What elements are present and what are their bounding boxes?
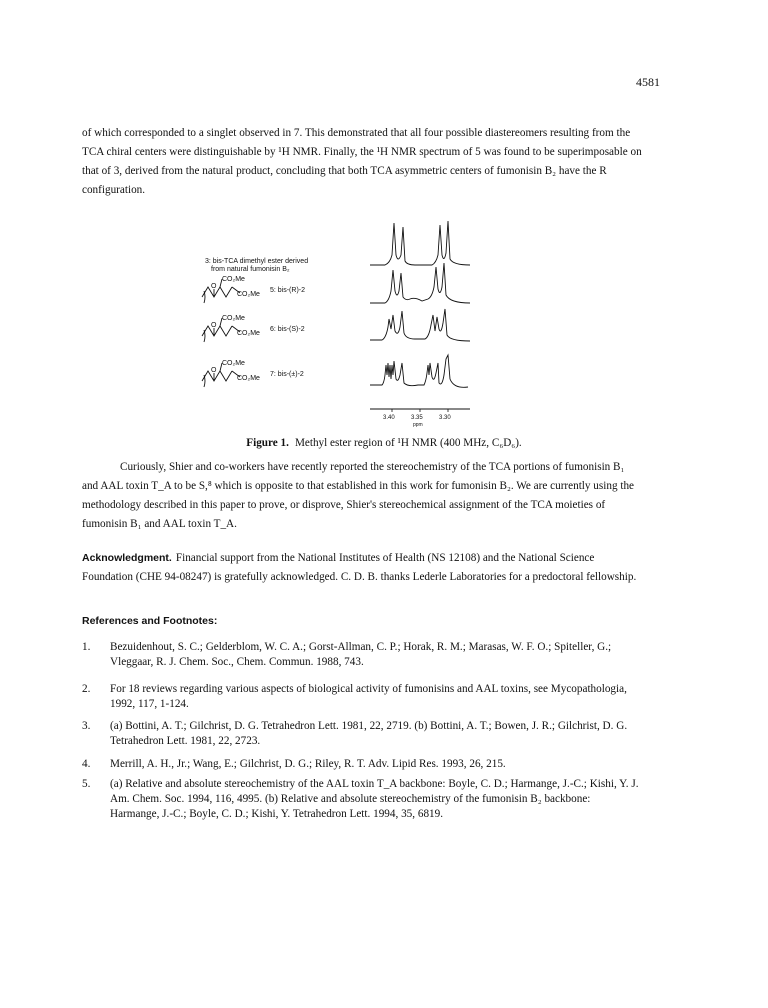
reference-text: For 18 reviews regarding various aspects of biological activity of fumonisins and AAL toxins, see Mycopathologia, 1992, 117, 1-124. — [110, 683, 627, 710]
structure-5-oxygen: O — [211, 283, 217, 290]
spectrum-6 — [370, 309, 470, 341]
structure-5-co2me-side: CO₂Me — [237, 291, 260, 298]
row1-label — [205, 258, 308, 274]
structure-drawings — [202, 279, 240, 387]
reference-text: (a) Bottini, A. T.; Gilchrist, D. G. Tetrahedron Lett. 1981, 22, 2719. (b) Bottini, A. T.; Bowen, J. R.; Gilchrist, D. G. Tetrahedron Lett. 1981, 22, 2723. — [110, 720, 628, 747]
figure-1 — [170, 215, 540, 430]
references-heading: References and Footnotes: — [82, 615, 218, 627]
reference-number: 1. — [82, 641, 91, 653]
paragraph-shier: Curiously, Shier and co-workers have recently reported the stereochemistry of the TCA portions of fumonisin B₁ and AAL toxin T_A to be S,⁸ which is opposite to that established in this work for fumonisin B₂. We are currently using the methodology described in this paper to prove, or disprove, Shier's stereochemical assignment of the TCA moieties of fumonisin B₁ and AAL toxin T_A. — [82, 461, 635, 530]
structure-6-co2me-top: CO₂Me — [222, 315, 245, 322]
tick-label-3-35: 3.35 — [411, 415, 423, 421]
reference-number: 5. — [82, 778, 91, 790]
spectrum-3 — [370, 221, 470, 265]
page-number: 4581 — [636, 75, 660, 89]
reference-number: 3. — [82, 720, 91, 732]
acknowledgment — [82, 549, 642, 587]
acknowledgment-label: Acknowledgment. — [82, 552, 172, 564]
reference-number: 2. — [82, 683, 91, 695]
paragraph-nmr-result: of which corresponded to a singlet observed in 7. This demonstrated that all four possible diastereomers resulting from the TCA chiral centers were distinguishable by ¹H NMR. Finally, the ¹H NMR spectrum of 5 was found to be superimposable on that of 3, derived from the natural product, concluding that both TCA asymmetric centers of fumonisin B₂ have the R configuration. — [82, 127, 642, 196]
row3-label: 6: bis-(S)-2 — [270, 326, 305, 333]
reference-2 — [82, 682, 642, 712]
row4-label: 7: bis-(±)-2 — [270, 371, 304, 378]
acknowledgment-text: Financial support from the National Institutes of Health (NS 12108) and the National Science Foundation (CHE 94-08247) is gratefully acknowledged. C. D. B. thanks Lederle Laboratories for a predoctoral fellowship. — [82, 552, 637, 583]
structure-7-co2me-side: CO₂Me — [237, 375, 260, 382]
reference-text: (a) Relative and absolute stereochemistry of the AAL toxin T_A backbone: Boyle, C. D.; Harmange, J.-C.; Kishi, Y. J. Am. Chem. Soc. 1994, 116, 4995. (b) Relative and absolute stereochemistry of the fumonisin B₂ backbone: Harmange, J.-C.; Boyle, C. D.; Kishi, Y. Tetrahedron Lett. 1994, 35, 6819. — [110, 778, 639, 820]
row2-label: 5: bis-(R)-2 — [270, 287, 306, 294]
reference-5 — [82, 777, 642, 822]
figure-caption — [0, 437, 768, 449]
reference-text: Merrill, A. H., Jr.; Wang, E.; Gilchrist, D. G.; Riley, R. T. Adv. Lipid Res. 1993, 26, 215. — [110, 758, 506, 770]
reference-3 — [82, 719, 642, 749]
spectrum-7 — [370, 355, 468, 387]
reference-1 — [82, 640, 642, 670]
row1-label-line1: 3: bis-TCA dimethyl ester derived — [205, 258, 309, 265]
structure-7-oxygen: O — [211, 367, 217, 374]
structure-6-oxygen: O — [211, 322, 217, 329]
axis-unit: ppm — [413, 422, 423, 428]
tick-label-3-30: 3.30 — [439, 415, 451, 421]
structure-7-co2me-top: CO₂Me — [222, 360, 245, 367]
structure-5-co2me-top: CO₂Me — [222, 276, 245, 283]
reference-4 — [82, 757, 642, 772]
structure-6-co2me-side: CO₂Me — [237, 330, 260, 337]
reference-text: Bezuidenhout, S. C.; Gelderblom, W. C. A.; Gorst-Allman, C. P.; Horak, R. M.; Marasas, W. F. O.; Spiteller, G.; Vleggaar, R. J. Chem. Soc., Chem. Commun. 1988, 743. — [110, 641, 612, 668]
caption-label: Figure 1. — [246, 437, 289, 449]
tick-label-3-40: 3.40 — [383, 415, 395, 421]
spectrum-5 — [370, 263, 470, 303]
row1-label-line2: from natural fumonisin B₂ — [211, 266, 290, 273]
reference-number: 4. — [82, 758, 91, 770]
caption-text: Methyl ester region of ¹H NMR (400 MHz, C₆D₆). — [294, 437, 522, 449]
